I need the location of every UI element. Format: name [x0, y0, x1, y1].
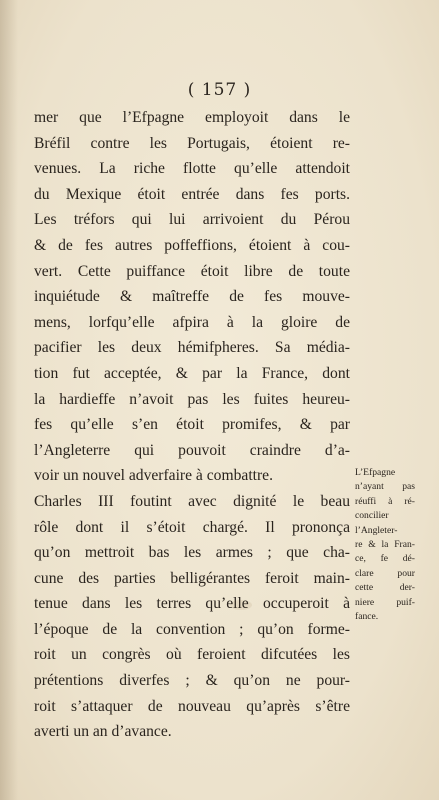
text-line: la hardieffe n’avoit pas les fuites heureu- — [34, 390, 350, 408]
text-line: roit un congrès où feroient difcutées les — [34, 646, 350, 664]
text-line: du Mexique étoit entrée dans fes ports. — [34, 185, 350, 203]
text-line: l’Angleterre qui pouvoit craindre d’a- — [34, 441, 350, 459]
text-line: Charles III foutint avec dignité le beau — [34, 492, 350, 510]
margin-note-line: n’ayant pas — [355, 481, 415, 493]
margin-note-line: clare pour — [355, 567, 415, 579]
margin-note — [355, 466, 415, 624]
text-line: Les tréfors qui lui arrivoient du Pérou — [34, 211, 350, 229]
text-line: Bréfil contre les Portugais, étoient re- — [34, 134, 350, 152]
margin-note-line: concilier — [355, 510, 389, 522]
margin-note-line: L’Efpagne — [355, 467, 396, 478]
margin-note-line: cette der- — [355, 582, 415, 594]
margin-note-line: l’Angleter- — [355, 524, 398, 536]
margin-note-line: fance. — [355, 610, 379, 622]
margin-note-line: réuffi à ré- — [355, 495, 415, 507]
text-line: voir un nouvel adverfaire à combattre. — [34, 467, 274, 485]
text-line: prétentions diverfes ; & qu’on ne pour- — [34, 672, 350, 690]
text-line: cune des parties belligérantes feroit main- — [34, 569, 350, 587]
text-line: fes qu’elle s’en étoit promifes, & par — [34, 416, 350, 434]
body-text — [34, 105, 350, 745]
text-line: mer que l’Efpagne employoit dans le — [34, 109, 350, 126]
text-line: mens, lorfqu’elle afpira à la gloire de — [34, 313, 350, 331]
text-line: pacifier les deux hémifpheres. Sa média- — [34, 339, 350, 357]
margin-note-line: ce, fe dé- — [355, 553, 415, 565]
gutter-shadow — [0, 0, 18, 800]
text-line: roit s’attaquer de nouveau qu’après s’être — [34, 697, 350, 715]
text-line: averti un an d’avance. — [34, 723, 172, 741]
page-number: ( 157 ) — [187, 80, 252, 100]
text-line: tenue dans les terres qu’elle occuperoit à — [34, 595, 350, 613]
text-line: vert. Cette puiffance étoit libre de toute — [34, 262, 350, 280]
margin-note-line: re & la Fran- — [355, 538, 415, 550]
text-line: tion fut acceptée, & par la France, dont — [34, 364, 350, 382]
text-line: qu’on mettroit bas les armes ; que cha- — [34, 544, 350, 562]
text-line: venues. La riche flotte qu’elle attendoit — [34, 160, 350, 178]
text-line: inquiétude & maîtreffe de fes mouve- — [34, 288, 350, 306]
text-line: rôle dont il s’étoit chargé. Il prononça — [34, 518, 350, 536]
margin-note-line: niere puif- — [355, 596, 415, 608]
text-line: & de fes autres poffeffions, étoient à cou- — [34, 236, 350, 254]
text-line: l’époque de la convention ; qu’on forme- — [34, 620, 350, 638]
